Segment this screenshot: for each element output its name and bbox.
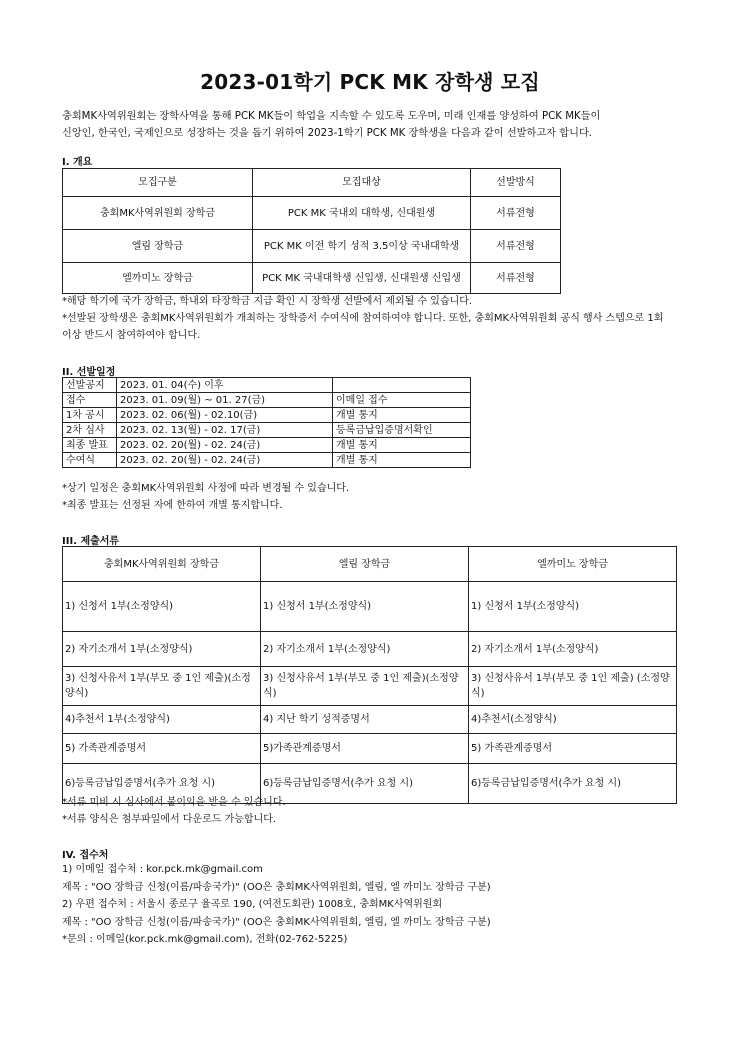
table-header-cell: 선발방식	[471, 169, 561, 197]
note: *상기 일정은 충회MK사역위원회 사정에 따라 변경될 수 있습니다.	[62, 483, 350, 494]
table-row	[63, 453, 471, 468]
table-cell: 2) 자기소개서 1부(소정양식)	[261, 632, 469, 667]
table-cell: 2023. 01. 04(수) 이후	[117, 378, 333, 393]
note: *최종 발표는 선정된 자에 한하여 개별 통지합니다.	[62, 500, 283, 511]
table-cell: 이메일 접수	[333, 393, 471, 408]
table-cell: 개별 통지	[333, 453, 471, 468]
subject-line: 제목 : "OO 장학금 신청(이름/파송국가)" (OO은 충회MK사역위원회, 엘림, 엘 까미노 장학금 구분)	[62, 881, 491, 893]
intro-paragraph	[62, 108, 680, 142]
table-cell: 4)추천서 1부(소정양식)	[63, 706, 261, 734]
table-cell: 선발공지	[63, 378, 117, 393]
email-contact-line: 1) 이메일 접수처 : kor.pck.mk@gmail.com	[62, 864, 263, 875]
table-header-cell: 엘림 장학금	[261, 547, 469, 582]
table-cell: 5)가족관계증명서	[261, 734, 469, 764]
table-cell: 엘림 장학금	[63, 230, 253, 263]
table-cell: PCK MK 이전 학기 성적 3.5이상 국내대학생	[253, 230, 471, 263]
table-cell: 2차 심사	[63, 423, 117, 438]
subject-line: 제목 : "OO 장학금 신청(이름/파송국가)" (OO은 충회MK사역위원회, 엘림, 엘 까미노 장학금 구분)	[62, 916, 491, 928]
section-heading-overview: I. 개요	[62, 157, 93, 168]
table-cell: 2) 자기소개서 1부(소정양식)	[469, 632, 677, 667]
table-row	[63, 263, 561, 294]
schedule-table	[62, 377, 471, 468]
note: *해당 학기에 국가 장학금, 학내외 타장학금 지급 확인 시 장학생 선발에서 제외될 수 있습니다.	[62, 296, 473, 307]
table-header-cell: 충회MK사역위원회 장학금	[63, 547, 261, 582]
table-cell: 1) 신청서 1부(소정양식)	[63, 582, 261, 632]
overview-table	[62, 168, 561, 294]
section-heading-documents: III. 제출서류	[62, 536, 120, 547]
table-cell: 수여식	[63, 453, 117, 468]
table-cell: 4)추천서(소정양식)	[469, 706, 677, 734]
table-cell: 5) 가족관계증명서	[469, 734, 677, 764]
note: *서류 미비 시 심사에서 불이익을 받을 수 있습니다.	[62, 797, 286, 808]
table-row	[63, 734, 677, 764]
table-cell: 3) 신청사유서 1부(부모 중 1인 제출)(소정양식)	[63, 667, 261, 706]
table-cell: 서류전형	[471, 230, 561, 263]
table-cell: 6)등록금납입증명서(추가 요청 시)	[63, 764, 261, 804]
table-cell: 개별 통지	[333, 438, 471, 453]
table-cell: 2023. 02. 20(월) - 02. 24(금)	[117, 438, 333, 453]
table-row	[63, 423, 471, 438]
table-cell: 1) 신청서 1부(소정양식)	[469, 582, 677, 632]
table-cell: 3) 신청사유서 1부(부모 중 1인 제출)(소정양식)	[261, 667, 469, 706]
section-heading-schedule: II. 선발일정	[62, 367, 116, 378]
table-cell: 3) 신청사유서 1부(부모 중 1인 제출) (소정양식)	[469, 667, 677, 706]
postal-contact-line: 2) 우편 접수처 : 서울시 종로구 율곡로 190, (여전도회관) 1008호, 충회MK사역위원회	[62, 899, 443, 910]
table-cell: 서류전형	[471, 263, 561, 294]
table-cell: 엘까미노 장학금	[63, 263, 253, 294]
table-row	[63, 632, 677, 667]
contact-block	[62, 861, 491, 949]
table-row	[63, 230, 561, 263]
table-cell: 1차 공시	[63, 408, 117, 423]
table-cell: 1) 신청서 1부(소정양식)	[261, 582, 469, 632]
table-cell: 등록금납입증명서확인	[333, 423, 471, 438]
table-header-row	[63, 169, 561, 197]
table-cell: 2023. 02. 06(월) - 02.10(금)	[117, 408, 333, 423]
table-cell: PCK MK 국내외 대학생, 신대원생	[253, 197, 471, 230]
table-cell: PCK MK 국내대학생 신입생, 신대원생 신입생	[253, 263, 471, 294]
table-cell: 충회MK사역위원회 장학금	[63, 197, 253, 230]
table-cell: 최종 발표	[63, 438, 117, 453]
table-cell: 2023. 01. 09(월) ~ 01. 27(금)	[117, 393, 333, 408]
table-cell: 2023. 02. 13(월) - 02. 17(금)	[117, 423, 333, 438]
table-row	[63, 582, 677, 632]
table-row	[63, 393, 471, 408]
documents-table	[62, 546, 677, 804]
inquiry-line: *문의 : 이메일(kor.pck.mk@gmail.com), 전화(02-762-5225)	[62, 934, 348, 945]
table-header-cell: 엘까미노 장학금	[469, 547, 677, 582]
section-heading-contact: IV. 접수처	[62, 850, 109, 861]
table-row	[63, 667, 677, 706]
note: *서류 양식은 첨부파일에서 다운로드 가능합니다.	[62, 814, 277, 825]
table-cell: 2) 자기소개서 1부(소정양식)	[63, 632, 261, 667]
table-cell: 접수	[63, 393, 117, 408]
table-cell: 서류전형	[471, 197, 561, 230]
table-cell: 4) 지난 학기 성적증명서	[261, 706, 469, 734]
table-cell: 6)등록금납입증명서(추가 요청 시)	[261, 764, 469, 804]
table-cell: 개별 통지	[333, 408, 471, 423]
table-cell: 5) 가족관계증명서	[63, 734, 261, 764]
table-row	[63, 197, 561, 230]
table-cell: 6)등록금납입증명서(추가 요청 시)	[469, 764, 677, 804]
table-row	[63, 438, 471, 453]
note: *선발된 장학생은 충회MK사역위원회가 개최하는 장학증서 수여식에 참여하여야 합니다. 또한, 충회MK사역위원회 공식 행사 스텝으로 1회 이상 반드시 참여하여야 합니다.	[62, 313, 664, 341]
table-row	[63, 706, 677, 734]
table-row	[63, 408, 471, 423]
intro-line: 신앙인, 한국인, 국제인으로 성장하는 것을 돕기 위하여 2023-1학기 PCK MK 장학생을 다음과 같이 선발하고자 합니다.	[62, 128, 593, 139]
table-cell: 2023. 02. 20(월) - 02. 24(금)	[117, 453, 333, 468]
table-row	[63, 378, 471, 393]
page-title: 2023-01학기 PCK MK 장학생 모집	[200, 70, 540, 94]
table-header-cell: 모집구분	[63, 169, 253, 197]
table-header-row	[63, 547, 677, 582]
table-cell	[333, 378, 471, 393]
table-header-cell: 모집대상	[253, 169, 471, 197]
intro-line: 충회MK사역위원회는 장학사역을 통해 PCK MK들이 학업을 지속할 수 있도록 도우며, 미래 인재를 양성하여 PCK MK들이	[62, 111, 601, 122]
